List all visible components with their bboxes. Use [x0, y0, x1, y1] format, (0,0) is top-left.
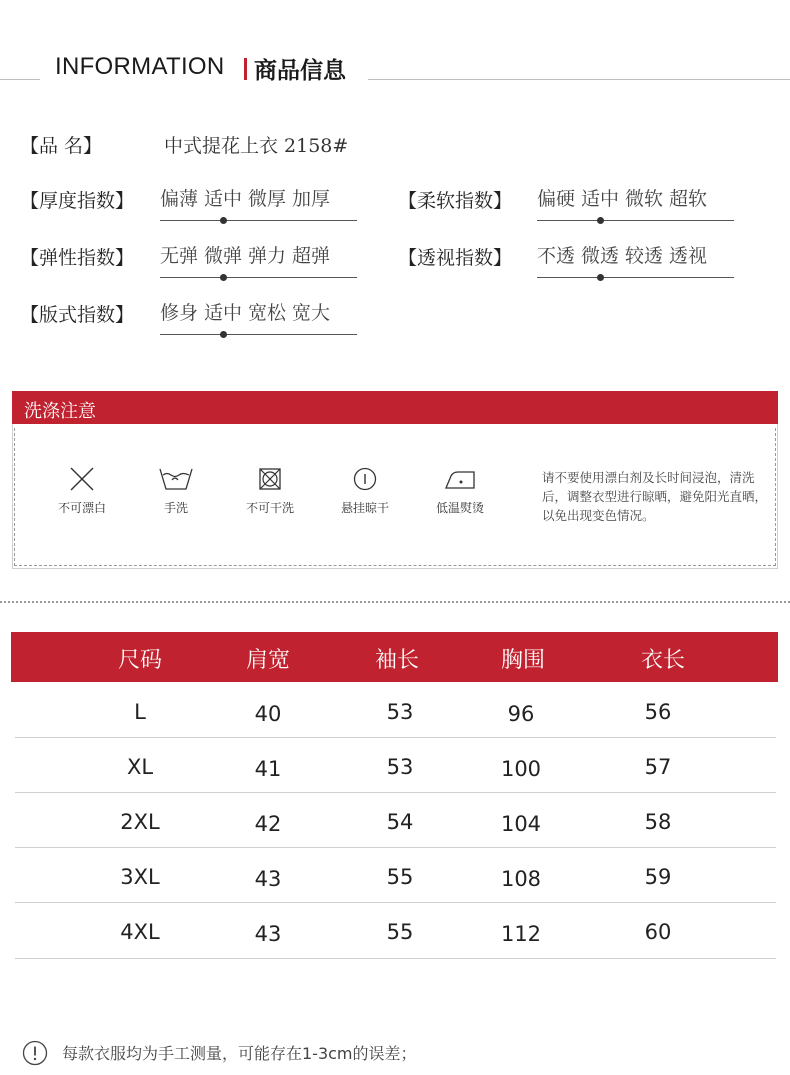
index-option: 适中 — [204, 302, 243, 324]
index-scale-elasticity — [160, 241, 357, 283]
header-title-en: INFORMATION — [55, 53, 225, 80]
care-item-hand-wash — [131, 466, 221, 516]
care-item-label: 不可漂白 — [57, 501, 106, 515]
header-accent-bar — [244, 58, 247, 80]
size-cell: 41 — [254, 757, 282, 781]
index-option: 透视 — [669, 245, 708, 267]
care-item-low-iron — [415, 466, 505, 516]
index-option: 加厚 — [292, 188, 331, 210]
index-scale-line — [537, 277, 734, 278]
header-rule-left — [0, 79, 40, 80]
index-selected-dot — [220, 217, 227, 224]
index-option: 适中 — [581, 188, 620, 210]
product-name-value: 中式提花上衣 2158# — [164, 135, 349, 157]
table-row-divider — [15, 792, 776, 793]
care-header — [12, 391, 778, 424]
index-scale-line — [160, 277, 357, 278]
size-table-header-size: 尺码 — [117, 648, 163, 673]
index-scale-line — [160, 334, 357, 335]
size-cell: 56 — [644, 700, 672, 724]
size-cell: 57 — [644, 755, 672, 779]
size-cell: 2XL — [120, 810, 160, 834]
index-selected-dot — [597, 274, 604, 281]
care-item-label: 手洗 — [163, 501, 188, 515]
index-option: 偏薄 — [160, 188, 199, 210]
header-title-zh: 商品信息 — [254, 58, 346, 84]
table-row-divider — [15, 958, 776, 959]
size-cell: 108 — [500, 867, 542, 891]
index-option: 超软 — [669, 188, 708, 210]
care-item-label: 不可干洗 — [245, 501, 294, 515]
no-dry-clean-icon — [257, 466, 283, 492]
size-table-header-sleeve: 袖长 — [374, 648, 420, 673]
table-row-divider — [15, 902, 776, 903]
size-cell: 43 — [254, 922, 282, 946]
size-cell: L — [134, 700, 146, 724]
size-cell: 53 — [386, 700, 414, 724]
index-option: 微弹 — [204, 245, 243, 267]
index-selected-dot — [220, 331, 227, 338]
index-option: 弹力 — [248, 245, 287, 267]
index-option: 不透 — [537, 245, 576, 267]
header-rule-right — [368, 79, 790, 80]
index-label-fit: 【版式指数】 — [20, 304, 135, 326]
size-cell: XL — [126, 755, 154, 779]
size-cell: 55 — [386, 920, 414, 944]
size-cell: 112 — [500, 922, 542, 946]
index-option: 微软 — [625, 188, 664, 210]
index-selected-dot — [597, 217, 604, 224]
low-iron-icon — [442, 466, 478, 492]
index-scale-line — [537, 220, 734, 221]
index-label-transparency: 【透视指数】 — [398, 247, 513, 269]
size-cell: 96 — [507, 702, 535, 726]
size-cell: 40 — [254, 702, 282, 726]
hang-dry-icon — [352, 466, 378, 492]
size-cell: 100 — [500, 757, 542, 781]
size-table-header-shoulder: 肩宽 — [245, 648, 291, 673]
size-cell: 104 — [500, 812, 542, 836]
care-item-label: 低温熨烫 — [435, 501, 484, 515]
size-cell: 53 — [386, 755, 414, 779]
size-cell: 42 — [254, 812, 282, 836]
care-item-no-dry-clean — [225, 466, 315, 516]
index-option: 无弹 — [160, 245, 199, 267]
hand-wash-icon — [158, 466, 194, 492]
table-row-divider — [15, 737, 776, 738]
table-row-divider — [15, 847, 776, 848]
index-option: 微透 — [581, 245, 620, 267]
index-option: 修身 — [160, 302, 199, 324]
size-cell: 43 — [254, 867, 282, 891]
index-option: 适中 — [204, 188, 243, 210]
care-note: 请不要使用漂白剂及长时间浸泡，清洗后，调整衣型进行晾晒，避免阳光直晒，以免出现变色情况。 — [542, 470, 768, 523]
warning-icon — [22, 1040, 48, 1066]
size-cell: 60 — [644, 920, 672, 944]
section-divider — [0, 601, 790, 603]
care-title: 洗涤注意 — [24, 401, 96, 422]
product-name-label: 【品 名】 — [20, 135, 103, 157]
size-cell: 54 — [386, 810, 414, 834]
size-table-header-length: 衣长 — [640, 648, 686, 673]
size-cell: 3XL — [120, 865, 160, 889]
index-scale-softness — [537, 184, 734, 226]
footer-note: 每款衣服均为手工测量，可能存在1-3cm的误差； — [62, 1044, 417, 1063]
index-scale-thickness — [160, 184, 357, 226]
index-scale-fit — [160, 298, 357, 340]
care-item-hang-dry — [320, 466, 410, 516]
size-cell: 55 — [386, 865, 414, 889]
index-scale-line — [160, 220, 357, 221]
care-item-label: 悬挂晾干 — [340, 501, 389, 515]
size-cell: 4XL — [120, 920, 160, 944]
no-bleach-icon — [67, 466, 97, 492]
index-label-softness: 【柔软指数】 — [398, 190, 513, 212]
size-table-header-chest: 胸围 — [500, 648, 546, 673]
index-label-elasticity: 【弹性指数】 — [20, 247, 135, 269]
size-cell: 58 — [644, 810, 672, 834]
care-item-no-bleach — [37, 466, 127, 516]
index-option: 偏硬 — [537, 188, 576, 210]
index-selected-dot — [220, 274, 227, 281]
index-option: 微厚 — [248, 188, 287, 210]
index-option: 较透 — [625, 245, 664, 267]
index-option: 宽大 — [292, 302, 331, 324]
index-option: 宽松 — [248, 302, 287, 324]
index-label-thickness: 【厚度指数】 — [20, 190, 135, 212]
size-cell: 59 — [644, 865, 672, 889]
index-scale-transparency — [537, 241, 734, 283]
index-option: 超弹 — [292, 245, 331, 267]
